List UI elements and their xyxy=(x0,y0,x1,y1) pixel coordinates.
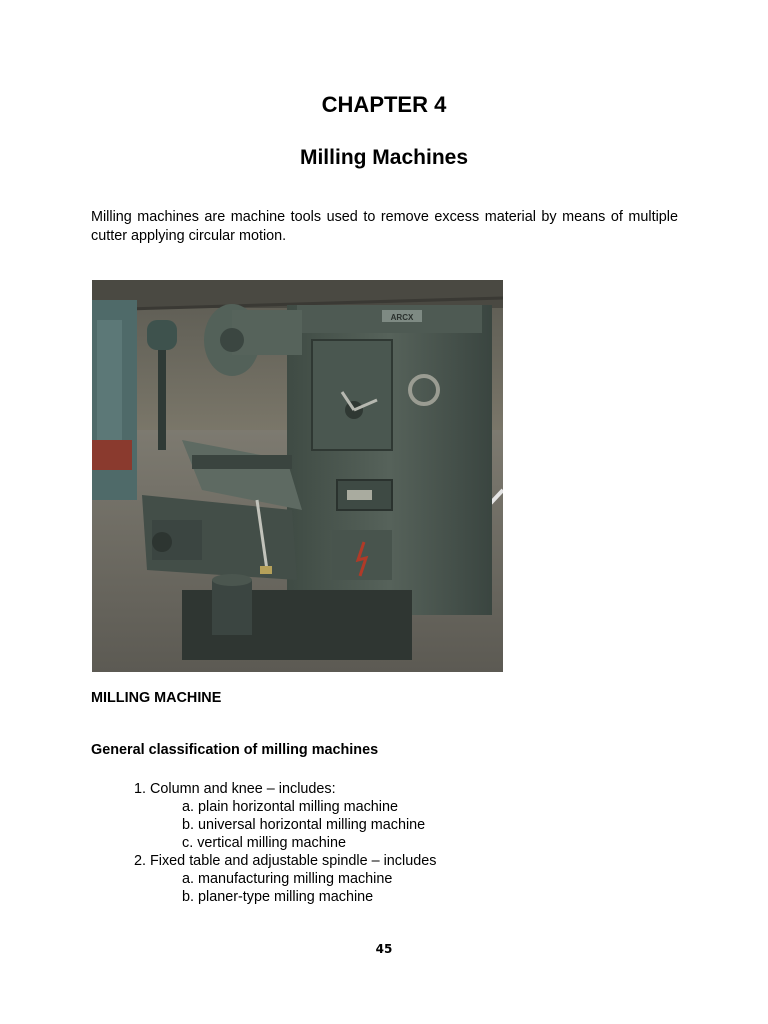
list-item: 2. Fixed table and adjustable spindle – includes xyxy=(134,853,437,869)
milling-machine-photo xyxy=(92,280,503,672)
chapter-title: Milling Machines xyxy=(299,146,469,169)
list-subitem: c. vertical milling machine xyxy=(182,835,346,851)
list-subitem: b. universal horizontal milling machine xyxy=(182,817,426,833)
machine-badge: ARCX xyxy=(390,313,414,322)
chapter-label: CHAPTER 4 xyxy=(321,92,447,117)
figure-caption: MILLING MACHINE xyxy=(91,690,222,706)
list-subitem: a. plain horizontal milling machine xyxy=(182,799,398,815)
list-subitem: b. planer-type milling machine xyxy=(182,889,374,905)
classification-heading: General classification of milling machines xyxy=(91,742,379,758)
list-subitem: a. manufacturing milling machine xyxy=(182,871,393,887)
list-item: 1. Column and knee – includes: xyxy=(134,781,336,797)
page-number: 45 xyxy=(375,942,393,956)
intro-paragraph: Milling machines are machine tools used to remove excess material by means of multiple cutter applying circular motion. xyxy=(91,209,678,244)
